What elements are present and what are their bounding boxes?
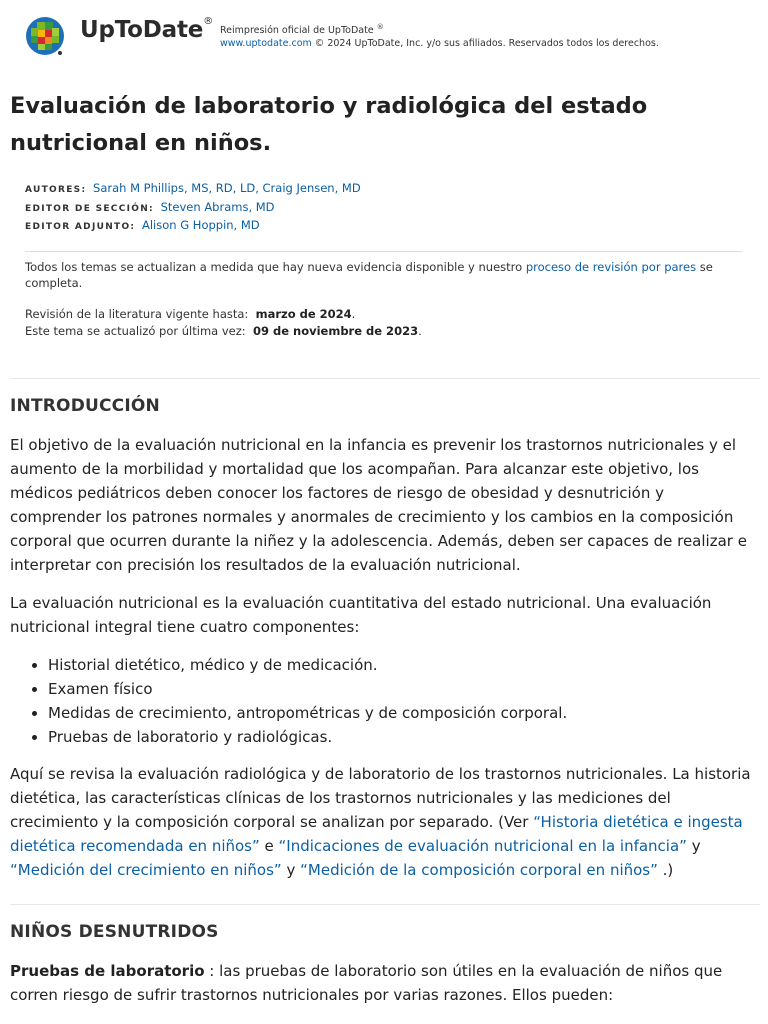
section-divider [10, 378, 760, 379]
section-editor-label: EDITOR DE SECCIÓN: [25, 203, 154, 214]
peer-review-link[interactable]: proceso de revisión por pares [525, 259, 697, 274]
page-title: Evaluación de laboratorio y radiológica del estado nutricional en niños. [10, 93, 648, 156]
review-dates: Revisión de la literatura vigente hasta: marzo de 2024. Este tema se actualizó por última vez: 09 de noviembre de 2023. [25, 306, 422, 338]
updated-date: 09 de noviembre de 2023 [252, 323, 419, 338]
credits [25, 180, 768, 236]
body-composition-link[interactable]: “Medición de la composición corporal en niños” [300, 860, 658, 879]
authors-link[interactable]: Sarah M Phillips, MS, RD, LD, Craig Jensen, MD [93, 181, 361, 195]
reprint-notice: Reimpresión oficial de UpToDate ® www.uptodate.com © 2024 UpToDate, Inc. y/o sus afiliados. Reservados todos los derechos. [220, 23, 659, 50]
lab-tests-label: Pruebas de laboratorio [10, 961, 205, 980]
list-item: • Medidas de crecimiento, antropométricas y de composición corporal. [48, 701, 768, 725]
undernourished-heading: NIÑOS DESNUTRIDOS [10, 921, 219, 942]
deputy-editor-label: EDITOR ADJUNTO: [25, 222, 136, 232]
intro-paragraph-3: Aquí se revisa la evaluación radiológica y de laboratorio de los trastornos nutricionales. La historia dietética, las características clínicas de los trastornos nutricionales y las mediciones del crecimiento y la composición corporal se analizan por separado. (Ver “Historia dietética e ingesta dietética recomendada en niños” e “Indicaciones de evaluación nutricional en la infancia” y “Medición del crecimiento en niños” y “Medición de la composición corporal en niños” .) [10, 764, 751, 879]
intro-paragraph-2: La evaluación nutricional es la evaluación cuantitativa del estado nutricional. Una evaluación nutricional integral tiene cuatro componentes: [10, 593, 712, 636]
section-divider [10, 904, 760, 905]
uptodate-logo-icon[interactable] [24, 15, 66, 57]
components-list [0, 653, 768, 749]
update-note: Todos los temas se actualizan a medida que hay nueva evidencia disponible y nuestro proceso de revisión por pares se completa. [25, 259, 713, 290]
credits-divider [25, 251, 742, 252]
list-item: • Historial dietético, médico y de medicación. [48, 653, 768, 677]
intro-heading: INTRODUCCIÓN [10, 395, 160, 416]
lab-tests-paragraph: Pruebas de laboratorio : las pruebas de laboratorio son útiles en la evaluación de niños que corren riesgo de sufrir trastornos nutricionales por varias razones. Ellos pueden: [10, 961, 723, 1004]
brand-name[interactable]: UpToDate® [80, 16, 213, 43]
nutrition-indications-link[interactable]: “Indicaciones de evaluación nutricional en la infancia” [278, 836, 687, 855]
intro-paragraph-1: El objetivo de la evaluación nutricional en la infancia es prevenir los trastornos nutricionales y el aumento de la morbilidad y mortalidad que los acompañan. Para alcanzar este objetivo, los médicos pediátricos deben conocer los factores de riesgo de obesidad y desnutrición y comprender los patrones normales y anormales de crecimiento y los cambios en la composición corporal que ocurren durante la niñez y la adolescencia. Además, deben ser capaces de realizar e interpretar con precisión los resultados de la evaluación nutricional. [10, 435, 747, 574]
list-item: • Examen físico [48, 677, 768, 701]
authors-label: AUTORES: [25, 185, 87, 195]
growth-measurement-link[interactable]: “Medición del crecimiento en niños” [10, 860, 282, 879]
list-item: • Pruebas de laboratorio y radiológicas. [48, 725, 768, 749]
literature-date: marzo de 2024 [255, 306, 352, 321]
deputy-editor-link[interactable]: Alison G Hoppin, MD [142, 218, 260, 232]
site-link[interactable]: www.uptodate.com [220, 38, 312, 50]
page-header [0, 0, 768, 72]
section-editor-link[interactable]: Steven Abrams, MD [160, 199, 275, 214]
dietary-history-link[interactable]: “Historia dietética e ingesta dietética recomendada en niños” [10, 812, 743, 855]
